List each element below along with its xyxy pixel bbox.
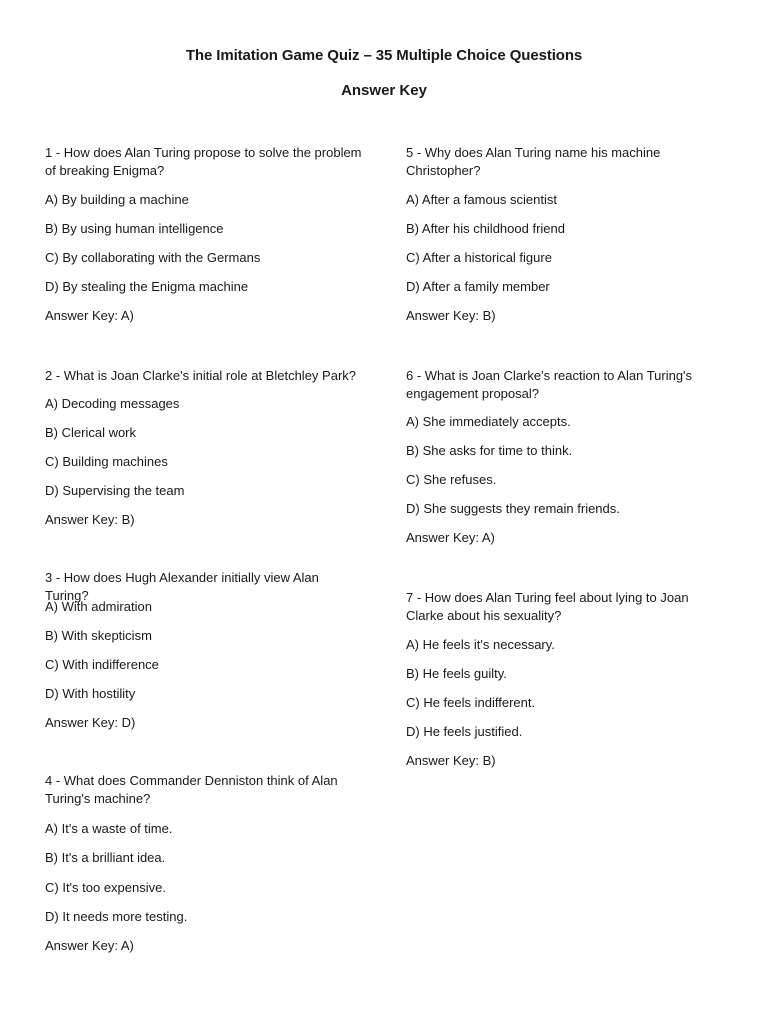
answer-key: Answer Key: B) — [45, 512, 135, 527]
option-a: A) She immediately accepts. — [406, 414, 571, 429]
answer-key: Answer Key: D) — [45, 715, 136, 730]
option-a: A) Decoding messages — [45, 396, 180, 411]
question-text: 3 - How does Hugh Alexander initially view Alan Turing? — [45, 570, 319, 603]
option-b: B) Clerical work — [45, 425, 137, 440]
option-d: D) It needs more testing. — [45, 909, 188, 924]
answer-key: Answer Key: A) — [45, 938, 134, 953]
question-text: 1 - How does Alan Turing propose to solve the problem of breaking Enigma? — [45, 145, 362, 178]
option-c: C) Building machines — [45, 454, 168, 469]
question-3 — [45, 569, 365, 730]
option-d: D) He feels justified. — [406, 724, 523, 739]
option-c: C) By collaborating with the Germans — [45, 250, 261, 265]
document-title: The Imitation Game Quiz – 35 Multiple Choice Questions — [185, 47, 583, 64]
question-text: 4 - What does Commander Denniston think of Alan Turing's machine? — [45, 773, 338, 806]
option-d: D) Supervising the team — [45, 483, 185, 498]
option-c: C) He feels indifferent. — [406, 695, 536, 710]
question-text: 6 - What is Joan Clarke's reaction to Alan Turing's engagement proposal? — [406, 368, 693, 401]
option-b: B) It's a brilliant idea. — [45, 850, 166, 865]
option-a: A) He feels it's necessary. — [406, 637, 555, 652]
option-b: B) With skepticism — [45, 628, 152, 643]
option-d: D) By stealing the Enigma machine — [45, 279, 249, 294]
option-d: D) With hostility — [45, 686, 136, 701]
option-c: C) It's too expensive. — [45, 880, 166, 895]
question-text: 2 - What is Joan Clarke's initial role at Bletchley Park? — [45, 368, 356, 383]
question-5 — [406, 144, 728, 323]
option-d: D) After a family member — [406, 279, 550, 294]
option-a: A) With admiration — [45, 599, 152, 614]
option-b: B) She asks for time to think. — [406, 443, 573, 458]
answer-key: Answer Key: A) — [406, 530, 495, 545]
option-a: A) After a famous scientist — [406, 192, 558, 207]
question-1 — [45, 144, 365, 323]
question-text: 7 - How does Alan Turing feel about lying to Joan Clarke about his sexuality? — [406, 590, 689, 623]
answer-key: Answer Key: B) — [406, 753, 496, 768]
document-subtitle: Answer Key — [341, 82, 427, 99]
option-b: B) After his childhood friend — [406, 221, 565, 236]
answer-key: Answer Key: A) — [45, 308, 134, 323]
question-4 — [45, 772, 365, 953]
option-b: B) By using human intelligence — [45, 221, 224, 236]
option-a: A) It's a waste of time. — [45, 821, 173, 836]
question-7 — [406, 589, 728, 768]
option-c: C) After a historical figure — [406, 250, 552, 265]
option-b: B) He feels guilty. — [406, 666, 507, 681]
question-6 — [406, 367, 728, 545]
question-2 — [45, 367, 365, 527]
option-c: C) She refuses. — [406, 472, 497, 487]
option-d: D) She suggests they remain friends. — [406, 501, 620, 516]
option-a: A) By building a machine — [45, 192, 189, 207]
question-text: 5 - Why does Alan Turing name his machine Christopher? — [406, 145, 661, 178]
option-c: C) With indifference — [45, 657, 159, 672]
answer-key: Answer Key: B) — [406, 308, 496, 323]
